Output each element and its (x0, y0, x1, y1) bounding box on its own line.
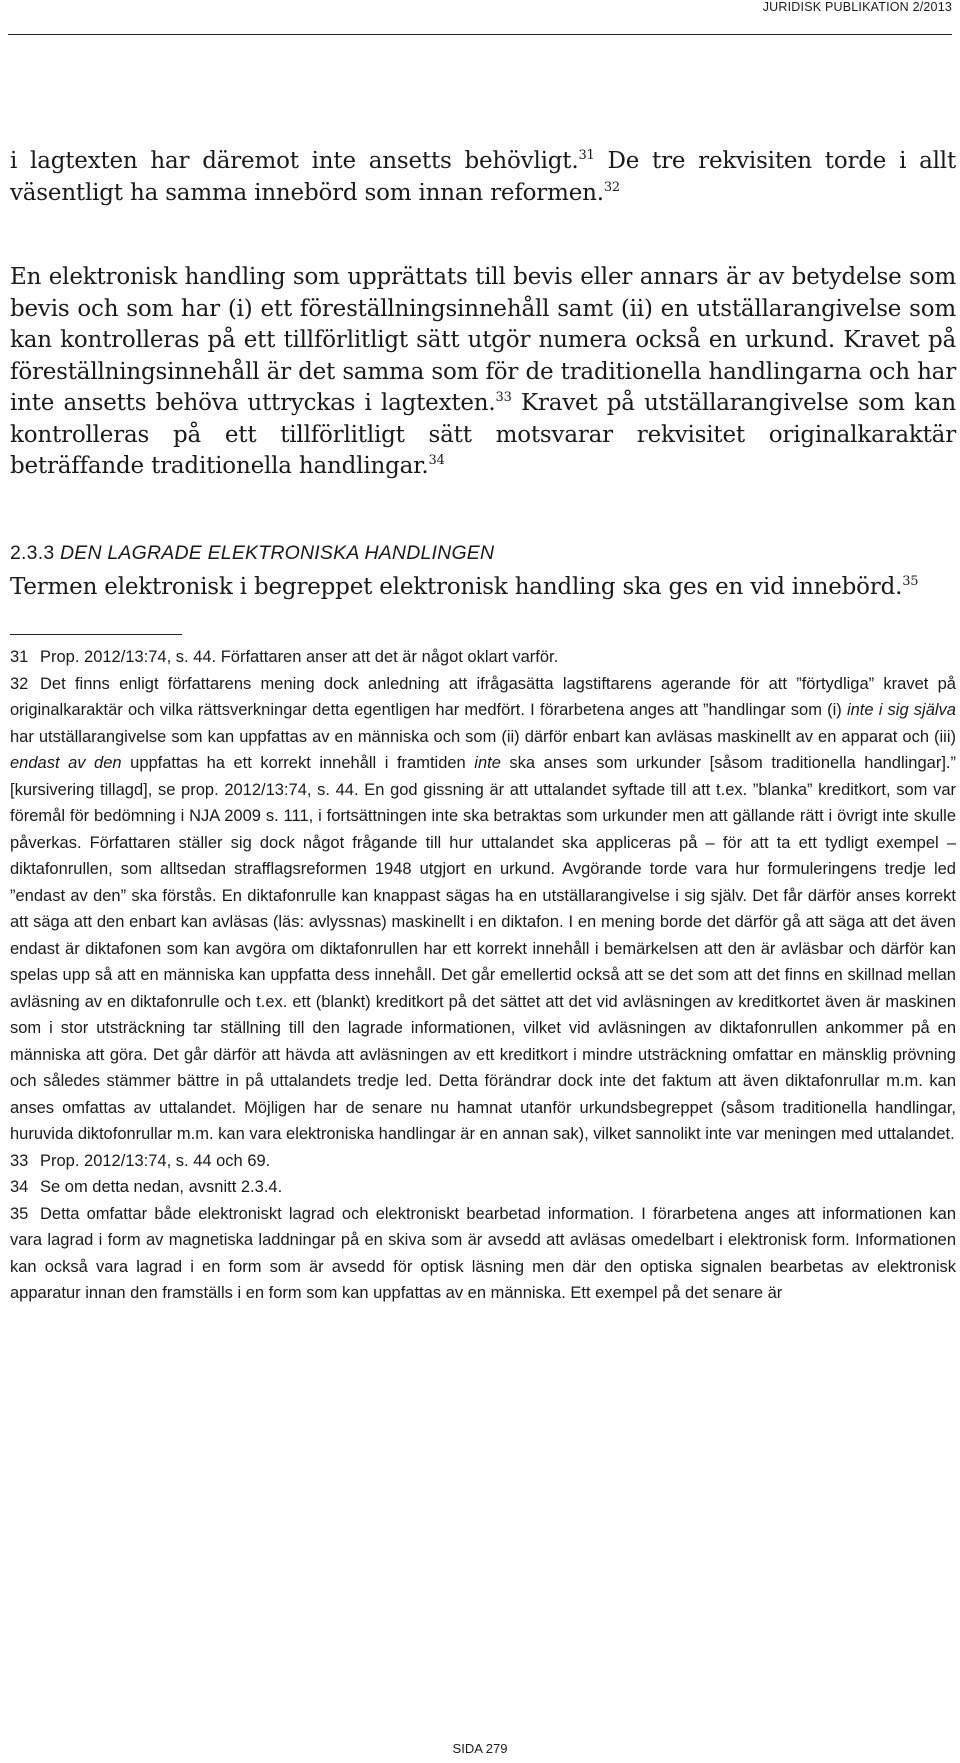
footnote-31 (10, 644, 956, 671)
footnote-italic-text: endast av den (10, 754, 122, 772)
footnote-number: 33 (10, 1151, 29, 1170)
footnote-text: Prop. 2012/13:74, s. 44 och 69. (40, 1151, 271, 1170)
section-number: 2.3.3 (10, 542, 55, 564)
footnote-italic-text: inte (474, 754, 501, 772)
footnote-ref-35[interactable]: 35 (902, 574, 919, 589)
journal-title: JURIDISK PUBLIKATION 2/2013 (762, 0, 952, 14)
paragraph-3-text: Termen elektronisk i begreppet elektronisk handling ska ges en vid innebörd. (10, 574, 903, 600)
footnote-number: 32 (10, 674, 29, 693)
section-heading (10, 542, 494, 565)
footnote-text: har utställarangivelse som kan uppfattas av en människa och som (ii) därför enbart kan avläsas maskinellt av en apparat och (iii) (10, 727, 956, 746)
footnote-ref-33[interactable]: 33 (495, 390, 512, 405)
footnote-text: Prop. 2012/13:74, s. 44. Författaren anser att det är något oklart varför. (40, 648, 559, 666)
running-header (8, 0, 952, 35)
paragraph-2 (10, 262, 956, 483)
paragraph-2-text-b: Kravet på utställarangivelse som kan kontrolleras på ett tillförlitligt sätt motsvarar rekvisitet originalkaraktär beträffande traditionella handlingar. (10, 390, 956, 479)
footnote-number: 35 (10, 1204, 29, 1223)
paragraph-2-text-a: En elektronisk handling som upprättats till bevis eller annars är av betydelse som bevis och som har (i) ett föreställningsinnehåll samt (ii) en utställarangivelse som kan kontrolleras på ett tillförlitligt sätt utgör numera också en urkund. Kravet på föreställningsinnehåll är det samma som för de traditionella handlingarna och har inte ansetts behöva uttryckas i lagtexten. (10, 264, 956, 416)
footnote-35 (10, 1201, 956, 1307)
footnote-ref-34[interactable]: 34 (428, 453, 445, 468)
footnote-text: Det finns enligt författarens mening dock anledning att ifrågasätta lagstiftarens agerande för att ”förtydliga” kravet på originalkaraktär och vilka rättsverkningar detta egentligen har medfört. I förarbetena anges att ”handlingar som (i) (10, 674, 956, 719)
footnotes (10, 644, 956, 1307)
footnote-text: ska anses som urkunder [såsom traditionella handlingar].” [kursivering tillagd], se prop. 2012/13:74, s. 44. En god gissning är att uttalandet syftade till att t.ex. ”blanka” kreditkort, som var föremål för bedömning i NJA 2009 s. 111, i fortsättningen inte ska betraktas som urkunder men att gällande rätt i övrigt inte skulle påverkas. Författaren ställer sig dock något frågande till hur uttalandet ska appliceras på – för att ta ett tydligt exempel – diktafonrullen, som alltsedan strafflagsreformen 1948 utgjort en urkund. Avgörande torde vara hur formuleringens tredje led ”endast av den” ska förstås. En diktafonrulle kan knappast sägas ha en utställarangivelse i sig själv. Det får därför anses korrekt att säga att den enbart kan avläsas (läs: avlyssnas) maskinellt i en diktafon. I en mening borde det därför gå att säga att det även endast är diktafonen som kan avgöra om diktafonrullen har ett korrekt innehåll i bemärkelsen att den är avläsbar och därför kan spelas upp så att en människa kan uppfatta dess innehåll. Det går emellertid också att se det som att det finns en skillnad mellan avläsning av en diktafonrulle och t.ex. ett (blankt) kreditkort på det sättet att det vid avläsningen av kreditkortet även är maskinen som i stor utsträckning tar ställning till den lagrade informationen, vilket vid avläsningen av diktafonrullen ankommer på en människa att göra. Det går därför att hävda att avläsningen av ett kreditkort i mindre utsträckning omfattar en mänsklig prövning och således stämmer bättre in på uttalandets tredje led. Detta förändrar dock inte det faktum att även diktafonrullar m.m. kan anses omfattas av uttalandet. Möjligen har de senare nu hamnat utanför urkundsbegreppet (såsom traditionella handlingar, huruvida diktofonrullar m.m. kan vara elektroniska handlingar är en annan sak), vilket sannolikt inte var meningen med uttalandet. (10, 754, 956, 1143)
footnote-32 (10, 671, 956, 1148)
paragraph-1-text-a: i lagtexten har däremot inte ansetts behövligt. (10, 148, 579, 174)
footnote-text: uppfattas ha ett korrekt innehåll i framtiden (121, 754, 475, 772)
footnote-ref-31[interactable]: 31 (578, 148, 595, 163)
footnote-33 (10, 1148, 956, 1175)
footnote-text: Se om detta nedan, avsnitt 2.3.4. (40, 1178, 283, 1196)
paragraph-1 (10, 146, 956, 209)
footnote-ref-32[interactable]: 32 (603, 179, 621, 195)
paragraph-1-text-b: De tre rekvisiten torde i allt väsentligt ha samma innebörd som innan reformen. (10, 148, 956, 206)
section-title: DEN LAGRADE ELEKTRONISKA HANDLINGEN (60, 542, 495, 564)
footnote-divider (10, 634, 182, 635)
footnote-text: Detta omfattar både elektroniskt lagrad och elektroniskt bearbetad information. I förarbetena anges att informationen kan vara lagrad i form av magnetiska laddningar på en skiva som är avsedd att avläsas omedelbart i elektronisk form. Informationen kan också vara lagrad i en form som är avsedd för optisk läsning men där den optiska signalen bearbetas av elektronisk apparatur innan den framställs i en form som kan uppfattas av en människa. Ett exempel på det senare är (10, 1204, 956, 1302)
footnote-number: 34 (10, 1178, 29, 1196)
paragraph-3 (10, 572, 956, 604)
footnote-34 (10, 1174, 956, 1201)
footnote-number: 31 (10, 648, 29, 666)
page-number: SIDA 279 (452, 1741, 508, 1756)
footnote-italic-text: inte i sig själva (846, 701, 956, 719)
